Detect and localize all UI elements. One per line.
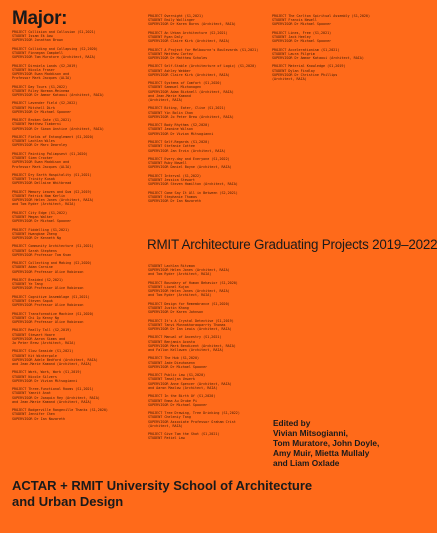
project-listing-middle-bottom: STUDENT Lachlan Ritzman SUPERVISOR Helen Jones (Architect, RAIA) and Tom Ryder (Architect, RAIA) PROJECT Boundary of Human Behavior (S1,2020) STUDENT Lionel Kujan SUPERVISOR Helen Jones (Architect, RAIA) and Tom Ryder (Architect, RAIA) PROJECT Design for Remembrance (S1,2020) STUDENT Justin Khang SUPERVISOR Dr Karen Johnson PROJECT It's A Crystal Detective (S1,2019) STUDENT Tanvi Munnakharaoparrty Thomas SUPERVISOR Dr Ian Lewis (Architect, RAIA) PROJECT Manual of Ancestry (S1,2021) STUDENT Benjamin Acosta SUPERVISOR Mark Bendicent (Architect, RAIA) and Fallon Kellowen (Architect, RAIA) PROJECT The Hub (S1,2020) STUDENT Jade Dieuhosenn SUPERVISOR Dr Michael Spooner PROJECT Public Law (S1,2020) STUDENT Tamaljan Unwerk SUPERVISOR Anne Spencer (Architect, RAIA) and Aaron Maxlow (Architect, RAIA) PROJECT In the Birth Of (S1,2020) STUDENT Emma Au Drube Pi SUPERVISOR Dr Michael Spooner PROJECT Tree Drawing, Tree Drinking (S1,2022) STUDENT Cheleniy Tang SUPERVISOR Associate Professor Graham Crist (Architect, RAIA) PROJECT Give Tom the Shot (S1,2021) STUDENT Patiel Law xyxy=(148,264,240,441)
editor-line: and Liam Oxlade xyxy=(273,458,340,468)
publisher-line: ACTAR + RMIT University School of Architecture xyxy=(12,478,313,493)
project-listing-left: PROJECT Collision and Collusion (S1,2021) STUDENT Issam Ek Aow SUPERVISOR Jonathan Brown PROJECT Colliding and Collapsing (S2,2020) STUDENT Finnegan Campbell SUPERVISOR Tom Muratore (Architect, RAIA) PROJECT Dirmiela Lands (S2,2019) STUDENT Nicola Fraser SUPERVISOR Ewan Maddison and Professor Mark Jacques (ALIA) PROJECT Day Tours (S1,2022) STUDENT Riley Norman-Meinema SUPERVISOR Dr Ammar Kataoui (Architect, RAIA) PROJECT Lavender Field (S2,2022) STUDENT Mitchell Dirk SUPERVISOR Dr Michael Spooner PROJECT Broken Gate (S1,2021) STUDENT Matthew Timberni SUPERVISOR Dr Simon Anstice (Architect, RAIA) PROJECT Fields of Entanglement (S1,2020) STUDENT Lachlan Wiles SUPERVISOR Dr Marc Dearnley PROJECT Painting Palimpsest (S1,2020) STUDENT Siem Crocker SUPERVISOR Ewan Maddison and Professor Mark Jacques (ALIA) PROJECT Dry Earth Hospitality (S1,2021) STUDENT Trinity Kusak SUPERVISOR Dellaine Whitbread PROJECT Memory Leaves and Gum (S2,2019) STUDENT Patrick Nam Kerlin SUPERVISOR Helen Jones (Architect, RAIA) and Tom Ryder (Architect, RAIA) PROJECT City Edge (S1,2022) STUDENT Megan Walker SUPERVISOR Dr Michael Spooner PROJECT Fiddelling (S1,2021) STUDENT Hwangbae Zheng SUPERVISOR Dr Kenneth Ng PROJECT Community Architecture (S1,2021) STUDENT Sarah Stephens SUPERVISOR Professor Tom Kvan PROJECT Collecting and Making (S2,2020) STUDENT Adam Carnine SUPERVISOR Professor Alice Robinson PROJECT Braided (S2,2021) STUDENT Ye Tang SUPERVISOR Professor Alice Robinson PROJECT Cognitive Assemblage (S1,2021) STUDENT Steven Sapuk SUPERVISOR Professor Alice Robinson PROJECT Transformative Machine (S1,2020) STUDENT Chi Ip Kenny Ng SUPERVISOR Professor Alice Robinson PROJECT Really Tall (S2,2019) STUDENT Stewart Hoare SUPERVISOR Aaron Simms and Jo Peter Brew (Architect, RAIA) PROJECT Slow Seaside (S1,2021) STUDENT Kit Winterpole SUPERVISOR Adele Bedford (Architect, RAIA) and Jean-Marie Kamand (Architect, RAIA) PROJECT Work, Work, Work (S1,2019) STUDENT Nicole Silvers SUPERVISOR Dr Vivian Mitsogianni PROJECT Three-Functional Rooms (S1,2021) STUDENT Yamrit Anat SUPERVISOR Dr Joaquin Rey (Architect, RAIA) and Jean-Marie Kamand (Architect, RAIA) PROJECT Bodgerville Rangeville Thanks (S1,2020) STUDENT Jennifer Chen SUPERVISOR Dr Ian Nazareth xyxy=(12,30,108,421)
major-label: Major: xyxy=(12,8,68,29)
publisher-line: and Urban Design xyxy=(12,494,124,509)
editors-block xyxy=(273,418,379,468)
project-listing-right-top: PROJECT The Carlton Spiritual Assembly (S1,2020) STUDENT Francis Newell SUPERVISOR Dr Michael Spooner PROJECT Lines, Free (S1,2021) STUDENT Jack Heeley SUPERVISOR Dr Michael Spooner PROJECT Accelerationism (S1,2021) STUDENT Laura Pilgrim SUPERVISOR Dr Ammar Kataoui (Architect, RAIA) PROJECT Material Knowledge (S1,2019) STUDENT Dylan Findlay SUPERVISOR Dr Christine Phillips (Architect, RAIA) xyxy=(272,14,370,82)
editor-line: Amy Muir, Mietta Mullaly xyxy=(273,448,370,458)
page-title: RMIT Architecture Graduating Projects 2019–2022 xyxy=(147,237,437,252)
editor-line: Tom Muratore, John Doyle, xyxy=(273,438,380,448)
editors-heading: Edited by xyxy=(273,418,311,428)
editor-line: Vivian Mitsogianni, xyxy=(273,428,348,438)
publisher-block xyxy=(12,478,392,510)
project-listing-middle-top: PROJECT Overnight (S1,2021) STUDENT Emily Wollinger SUPERVISOR Dr Karen Burns (Architect, RAIA) PROJECT An Urban Architecture (S2,2021) STUDENT Ryan Daly SUPERVISOR Claire Kirk (Architect, RAIA) PROJECT A Project for Melbourne's Boulevards (S1,2021) STUDENT Matthew Cortez SUPERVISOR Dr Matthew Scholes PROJECT Self-Stable (Architecture of Logic) (S1,2020) STUDENT Ashley Webber SUPERVISOR Claire Kirk (Architect, RAIA) PROJECT Systems of Comfort (S1,2020) STUDENT Sammuel Michanagen SUPERVISOR Adam Bicknell (Architect, RAIA) and Jean-Marie Kamand (Architect, RAIA) PROJECT Biting, Eater, Clive (S1,2021) STUDENT Yin Bolin Chan SUPERVISOR Jo Peter Brew (Architect, RAIA) PROJECT Body Rhythms (S2,2020) STUDENT Jasmine Wilson SUPERVISOR Dr Vivian Mitsogianni PROJECT Self-Regards (S1,2020) STUDENT Stefanie Cottee SUPERVISOR Jan Ervin (Architect, RAIA) PROJECT Every-day and Everyone (S1,2022) STUDENT Ruby Nowell SUPERVISOR Daniel Boyne (Architect, RAIA) PROJECT Interval (S1,2022) STUDENT Jessica Stewart SUPERVISOR Steven Hamilton (Architect, RAIA) PROJECT Come Say It All in Between (S2,2021) STUDENT Stephanie Thomas SUPERVISOR Dr Ian Nazareth xyxy=(148,14,259,203)
